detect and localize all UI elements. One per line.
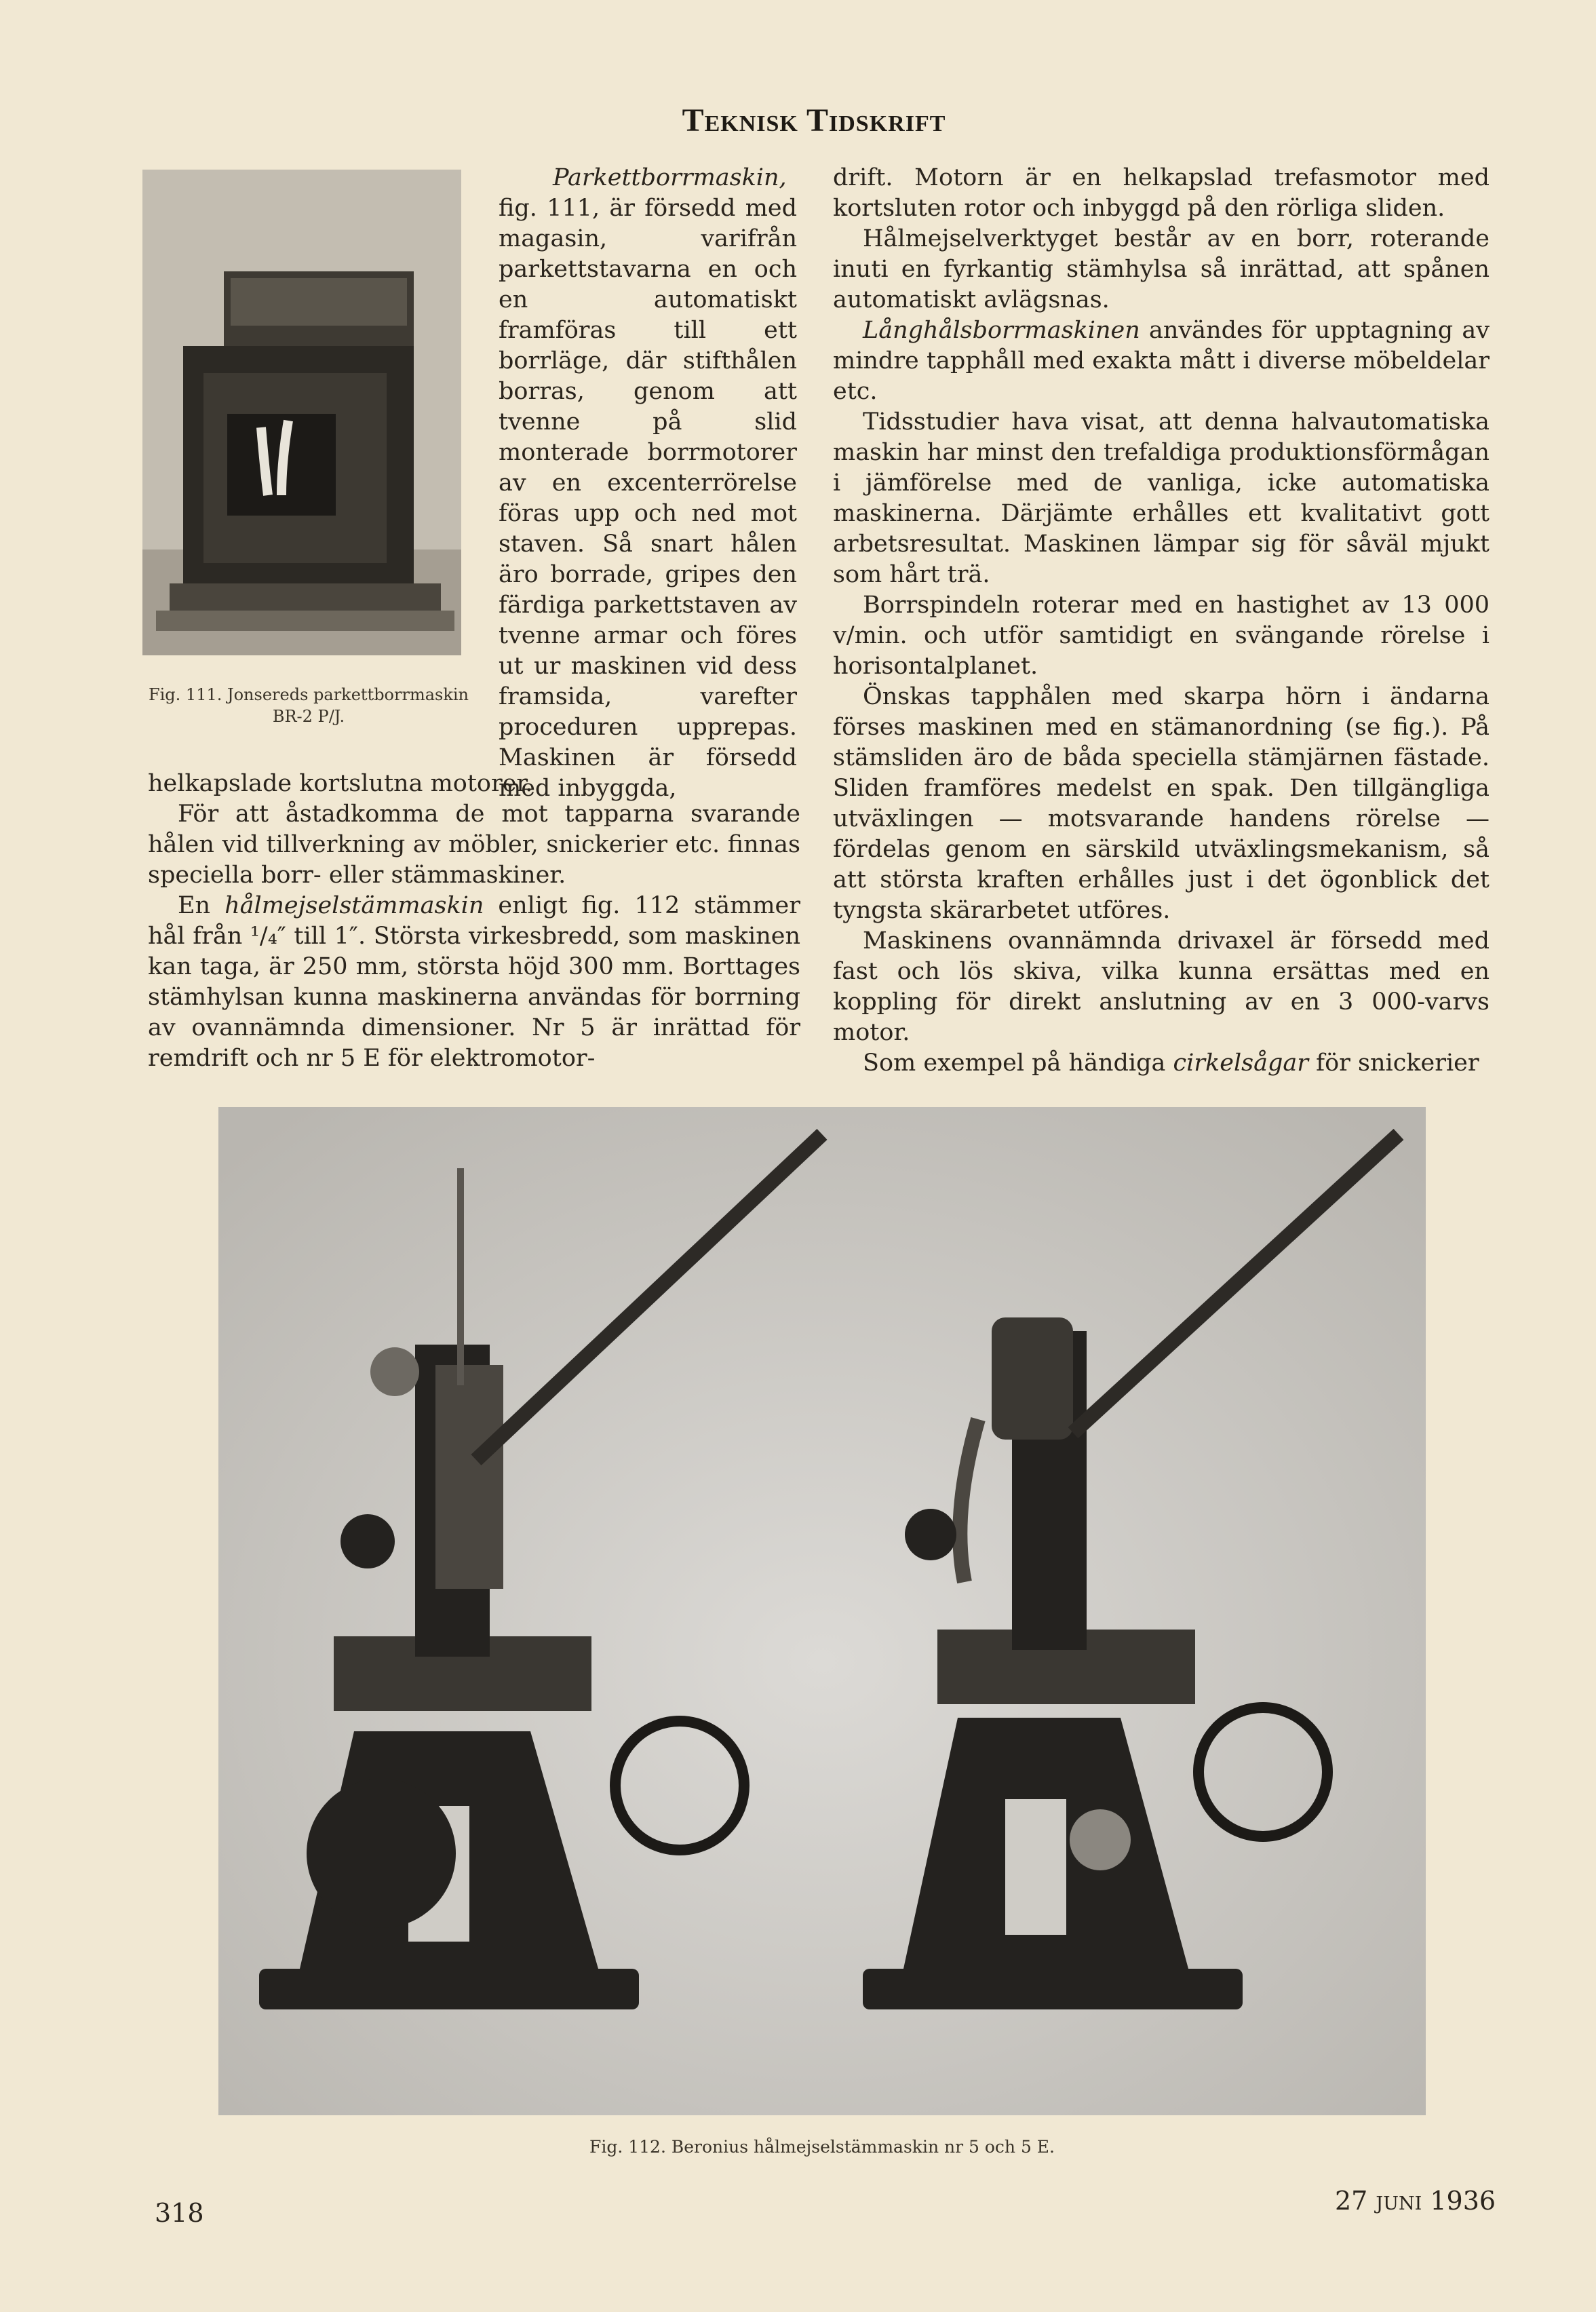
lead-text: fig. 111, är försedd med magasin, varifrån parkettstavarna en och en automatiskt framföras till ett borrläge, där stifthålen borras, genom att tvenne på slid monterade borrmotorer av en excenterrörelse föras upp och ned mot staven. Så snart hålen äro borrade, gripes den färdiga parkettstaven av tvenne armar och föres ut ur maskinen vid dess framsida, varefter proceduren upprepas. Maskinen är försedd med inbyggda, [499,195,797,802]
left-column [148,769,800,1074]
paragraph: En hålmejselstämmaskin enligt fig. 112 stämmer hål från ¹/₄″ till 1″. Största virkesbredd, som maskinen kan taga, är 250 mm, största höjd 300 mm. Borttages stämhylsan kunna maskinerna användas för borrning av ovannämnda dimensioner. Nr 5 är inrättad för remdrift och nr 5 E för elektromotor- [148,892,800,1072]
paragraph: Önskas tapphålen med skarpa hörn i ändarna förses maskinen med en stämanordning (se fig.). På stämsliden äro de båda speciella stämjärnen fästade. Sliden framföres medelst en spak. Den tillgängliga utväxlingen — motsvarande handens rörelse — fördelas genom en särskild utväxlingsmekanism, så att största kraften erhålles just i det ögonblick det tyngsta skärarbetet utföres. [833,683,1490,924]
masthead: Teknisk Tidskrift [682,102,946,138]
issue-date: 27 juni 1936 [1335,2186,1496,2216]
paragraph: Som exempel på händiga cirkelsågar för snickerier [863,1049,1479,1077]
wrap-column [499,163,797,804]
paragraph: Tidsstudier hava visat, att denna halvautomatiska maskin har minst den trefaldiga produktionsförmågan i jämförelse med de vanliga, icke automatiska maskinerna. Därjämte erhålles ett kvalitativt gott arbetsresultat. Maskinen lämpar sig för såväl mjukt som hårt trä. [833,408,1490,588]
page-number: 318 [155,2198,204,2228]
emphasis: Långhålsborrmaskinen [863,317,1140,344]
figure-112-caption: Fig. 112. Beronius hålmejselstämmaskin nr 5 och 5 E. [589,2137,1055,2157]
figure-111-caption: Fig. 111. Jonsereds parkettborrmaskin BR-2 P/J. [148,685,469,726]
paragraph: För att åstadkomma de mot tapparna svarande hålen vid tillverkning av möbler, snickerier etc. finnas speciella borr- eller stämmaskiner. [148,801,800,889]
paragraph: Maskinens ovannämnda drivaxel är försedd med fast och lös skiva, vilka kunna ersättas med en koppling för direkt anslutning av en 3 000-varvs motor. [833,927,1490,1046]
lead-title: Parkettborrmaskin, [553,164,787,191]
emphasis: cirkelsågar [1173,1049,1308,1077]
emphasis: hålmejselstämmaskin [225,892,484,919]
figure-112-photo [218,1107,1426,2115]
figure-111-photo [142,170,461,655]
paragraph: drift. Motorn är en helkapslad trefasmotor med kortsluten rotor och inbyggd på den rörliga sliden. [833,164,1490,222]
right-column [833,163,1490,1079]
paragraph: helkapslade kortslutna motorer. [148,770,533,797]
paragraph: Hålmejselverktyget består av en borr, roterande inuti en fyrkantig stämhylsa så inrättad, att spånen automatiskt avlägsnas. [833,225,1490,313]
paragraph: Borrspindeln roterar med en hastighet av 13 000 v/min. och utför samtidigt en svängande rörelse i horisontalplanet. [833,592,1490,680]
paragraph: Långhålsborrmaskinen användes för upptagning av mindre tapphåll med exakta mått i diverse möbeldelar etc. [833,317,1490,405]
